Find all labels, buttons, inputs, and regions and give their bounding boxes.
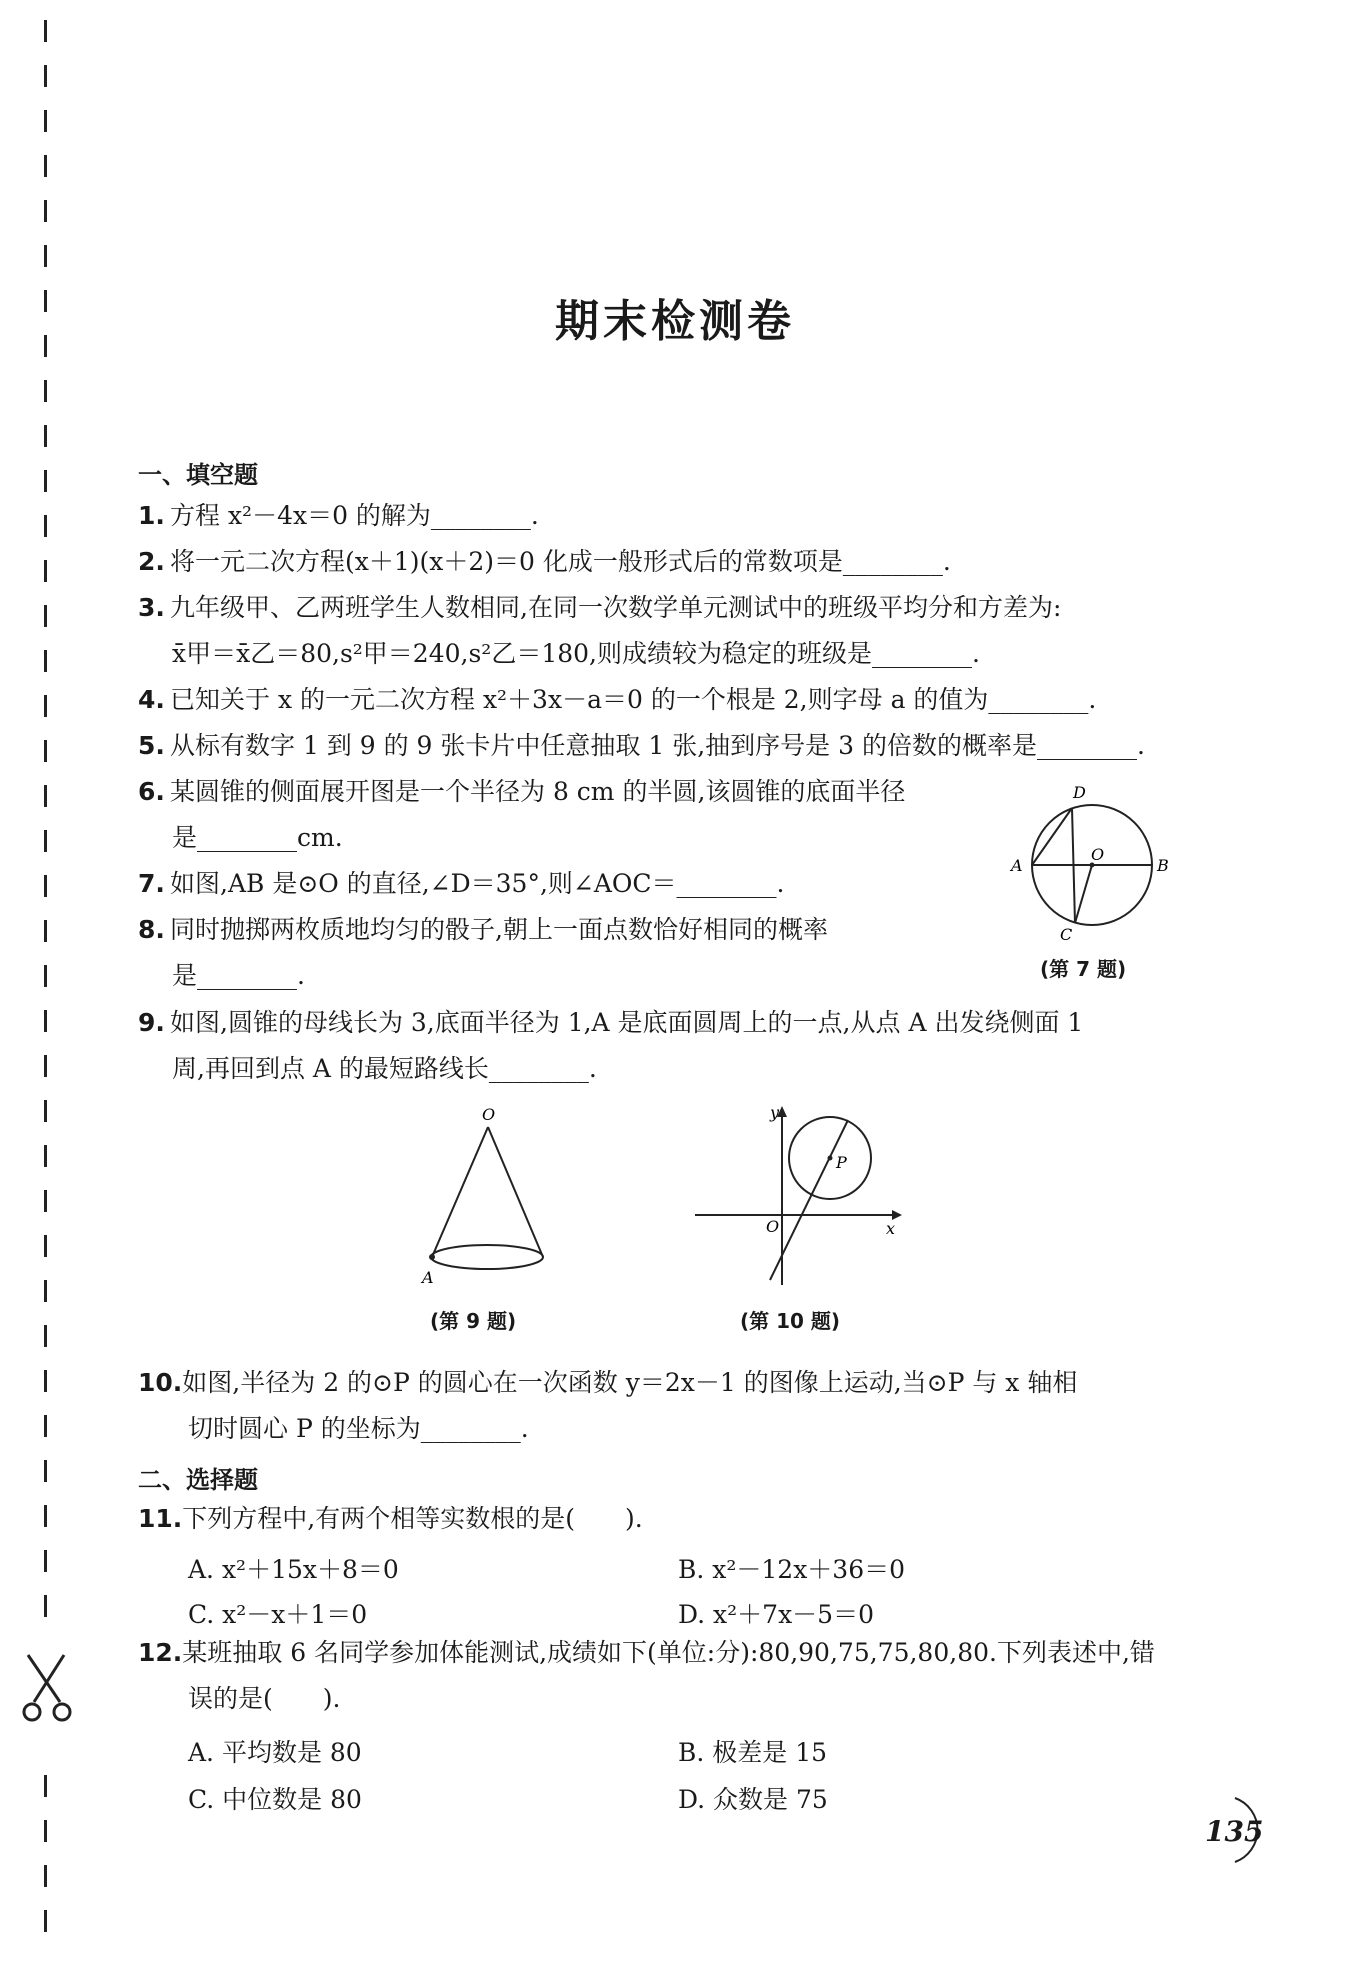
question-number: 4. [138, 685, 165, 714]
cut-line-dash [44, 1820, 47, 1842]
question-text: 已知关于 x 的一元二次方程 x²＋3x－a＝0 的一个根是 2,则字母 a 的值为________. [170, 685, 1097, 714]
cut-line-dash [44, 1910, 47, 1932]
cut-line-dash [44, 1415, 47, 1437]
fig10-label-o: O [766, 1217, 780, 1236]
cut-line-dash [44, 965, 47, 987]
cut-line-dash [44, 425, 47, 447]
question-11 [138, 1496, 643, 1542]
cut-line-dash [44, 830, 47, 852]
fig7-label-b: B [1157, 856, 1169, 875]
question-number: 3. [138, 593, 165, 622]
question-12 [138, 1630, 1155, 1676]
question-3 [138, 585, 1061, 631]
cut-line-dash [44, 1055, 47, 1077]
question-number: 10. [138, 1368, 183, 1397]
question-11-option-b: B. x²－12x＋36＝0 [678, 1555, 906, 1584]
question-11-option-c: C. x²－x＋1＝0 [188, 1600, 368, 1629]
question-10 [138, 1360, 1077, 1406]
cut-line-dash [44, 1775, 47, 1797]
question-text: 九年级甲、乙两班学生人数相同,在同一次数学单元测试中的班级平均分和方差为: [170, 593, 1062, 622]
cut-line-dash [44, 1190, 47, 1212]
question-number: 6. [138, 777, 165, 806]
question-number: 11. [138, 1504, 183, 1533]
figure-7-circle [1005, 780, 1190, 950]
question-number: 5. [138, 731, 165, 760]
question-number: 12. [138, 1638, 183, 1667]
cut-line-dash [44, 605, 47, 627]
question-text: 如图,AB 是⊙O 的直径,∠D＝35°,则∠AOC＝________. [170, 869, 785, 898]
question-number: 7. [138, 869, 165, 898]
cut-line-dash [44, 1235, 47, 1257]
question-text: 某圆锥的侧面展开图是一个半径为 8 cm 的半圆,该圆锥的底面半径 [170, 777, 906, 806]
question-12-option-c: C. 中位数是 80 [188, 1785, 362, 1814]
question-text: 下列方程中,有两个相等实数根的是( ). [182, 1504, 643, 1533]
question-text: 如图,圆锥的母线长为 3,底面半径为 1,A 是底面圆周上的一点,从点 A 出发绕侧面 1 [170, 1008, 1084, 1037]
cut-line-dash [44, 1460, 47, 1482]
fig7-label-o: O [1091, 845, 1105, 864]
cut-line-dash [44, 1370, 47, 1392]
cut-line-dash [44, 1505, 47, 1527]
cut-line-dash [44, 875, 47, 897]
question-12-option-b: B. 极差是 15 [678, 1738, 828, 1767]
cut-line-dash [44, 695, 47, 717]
cut-line-dash [44, 245, 47, 267]
fig9-label-a: A [422, 1268, 434, 1285]
cut-line-dash [44, 1865, 47, 1887]
figure-10-caption: (第 10 题) [740, 1309, 841, 1333]
fig7-label-c: C [1060, 925, 1073, 944]
question-number: 2. [138, 547, 165, 576]
question-8-continuation: 是________. [172, 961, 305, 990]
page-title: 期末检测卷 [555, 296, 795, 347]
fig7-label-a: A [1011, 856, 1023, 875]
question-11-option-d: D. x²＋7x－5＝0 [678, 1600, 874, 1629]
question-12-continuation: 误的是( ). [188, 1684, 341, 1713]
cut-line-dash [44, 1100, 47, 1122]
question-12-option-a: A. 平均数是 80 [188, 1738, 362, 1767]
question-7 [138, 861, 784, 907]
question-text: 从标有数字 1 到 9 的 9 张卡片中任意抽取 1 张,抽到序号是 3 的倍数的概率是________. [170, 731, 1145, 760]
question-number: 9. [138, 1008, 165, 1037]
figure-9-cone [410, 1105, 560, 1285]
fig10-label-p: P [836, 1153, 847, 1172]
question-10-continuation: 切时圆心 P 的坐标为________. [188, 1414, 529, 1443]
figure-10-axes-circle [690, 1100, 910, 1290]
section-choice-heading: 二、选择题 [138, 1466, 258, 1494]
question-5 [138, 723, 1145, 769]
figure-7-caption: (第 7 题) [1040, 957, 1127, 981]
question-text: 将一元二次方程(x＋1)(x＋2)＝0 化成一般形式后的常数项是________. [170, 547, 951, 576]
cut-line-dash [44, 920, 47, 942]
question-8 [138, 907, 828, 953]
question-3-continuation: x̄甲＝x̄乙＝80,s²甲＝240,s²乙＝180,则成绩较为稳定的班级是________. [172, 639, 980, 668]
page-number: 135 [1205, 1815, 1264, 1848]
cut-line-dash [44, 515, 47, 537]
question-6 [138, 769, 905, 815]
scissors-icon [20, 1650, 80, 1730]
question-number: 1. [138, 501, 165, 530]
question-text: 如图,半径为 2 的⊙P 的圆心在一次函数 y＝2x－1 的图像上运动,当⊙P 与 x 轴相 [182, 1368, 1078, 1397]
fig9-label-o: O [482, 1105, 496, 1124]
cut-line-dash [44, 1010, 47, 1032]
cut-line-dash [44, 380, 47, 402]
cut-line-dash [44, 1550, 47, 1572]
cut-line-dash [44, 560, 47, 582]
fig10-label-y: y [770, 1103, 780, 1122]
question-2 [138, 539, 951, 585]
cut-line-dash [44, 1280, 47, 1302]
cut-line-dash [44, 200, 47, 222]
figure-9-caption: (第 9 题) [430, 1309, 517, 1333]
question-text: 方程 x²－4x＝0 的解为________. [170, 501, 539, 530]
question-text: 同时抛掷两枚质地均匀的骰子,朝上一面点数恰好相同的概率 [170, 915, 828, 944]
cut-line-dash [44, 110, 47, 132]
question-9-continuation: 周,再回到点 A 的最短路线长________. [172, 1054, 597, 1083]
question-4 [138, 677, 1096, 723]
cut-line-dash [44, 1145, 47, 1167]
cut-line-dash [44, 470, 47, 492]
cut-line-dash [44, 740, 47, 762]
cut-line-dash [44, 785, 47, 807]
cut-line-dash [44, 155, 47, 177]
question-1 [138, 493, 539, 539]
cut-line-dash [44, 1595, 47, 1617]
question-text: 某班抽取 6 名同学参加体能测试,成绩如下(单位:分):80,90,75,75,80,80.下列表述中,错 [182, 1638, 1155, 1667]
cut-line-dash [44, 1325, 47, 1347]
question-9 [138, 1000, 1083, 1046]
question-number: 8. [138, 915, 165, 944]
section-fill-heading: 一、填空题 [138, 461, 258, 489]
cut-line-dash [44, 20, 47, 42]
cut-line-dash [44, 650, 47, 672]
fig7-label-d: D [1073, 783, 1086, 802]
question-6-continuation: 是________cm. [172, 823, 343, 852]
question-12-option-d: D. 众数是 75 [678, 1785, 828, 1814]
cut-line-dash [44, 65, 47, 87]
fig10-label-x: x [886, 1219, 896, 1238]
question-11-option-a: A. x²＋15x＋8＝0 [188, 1555, 399, 1584]
